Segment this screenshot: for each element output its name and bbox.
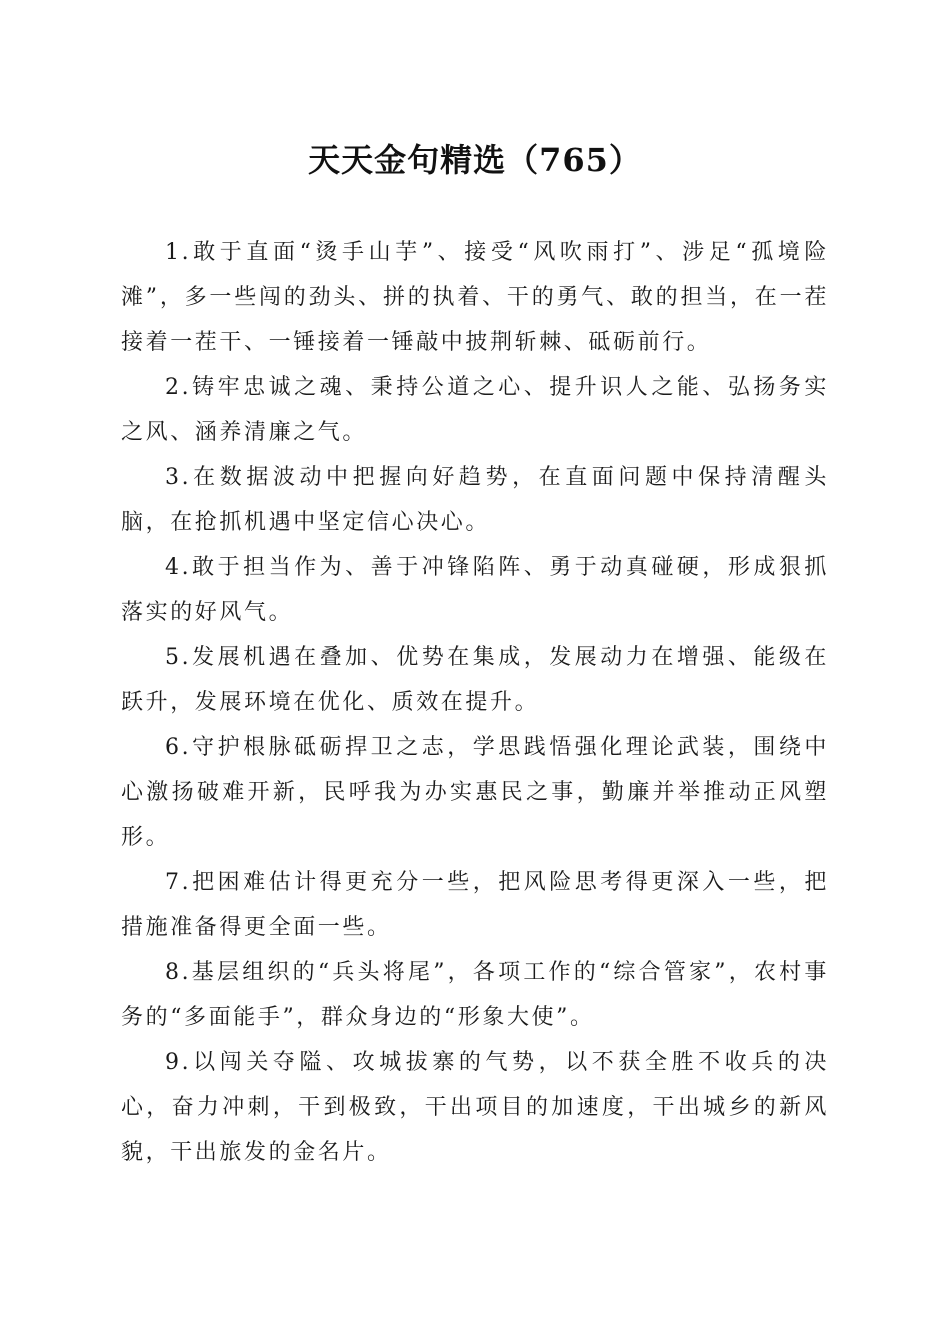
paragraph-2: 2.铸牢忠诚之魂、秉持公道之心、提升识人之能、弘扬务实之风、涵养清廉之气。 (121, 375, 829, 445)
paragraph-1: 1.敢于直面“烫手山芋”、接受“风吹雨打”、涉足“孤境险滩”，多一些闯的劲头、拼的执着、干的勇气、敢的担当，在一茬接着一茬干、一锤接着一锤敲中披荆斩棘、砥砺前行。 (121, 240, 829, 355)
paragraph-4: 4.敢于担当作为、善于冲锋陷阵、勇于动真碰硬，形成狠抓落实的好风气。 (121, 555, 829, 625)
paragraph-5: 5.发展机遇在叠加、优势在集成，发展动力在增强、能级在跃升，发展环境在优化、质效在提升。 (121, 645, 829, 715)
page-title: 天天金句精选（765） (308, 141, 642, 179)
document-body (121, 230, 829, 1175)
paragraph-9: 9.以闯关夺隘、攻城拔寨的气势，以不获全胜不收兵的决心，奋力冲刺，干到极致，干出项目的加速度，干出城乡的新风貌，干出旅发的金名片。 (121, 1050, 829, 1165)
paragraph-6: 6.守护根脉砥砺捍卫之志，学思践悟强化理论武装，围绕中心激扬破难开新，民呼我为办实惠民之事，勤廉并举推动正风塑形。 (121, 735, 829, 850)
paragraph-3: 3.在数据波动中把握向好趋势，在直面问题中保持清醒头脑，在抢抓机遇中坚定信心决心。 (121, 465, 829, 535)
paragraph-8: 8.基层组织的“兵头将尾”，各项工作的“综合管家”，农村事务的“多面能手”，群众身边的“形象大使”。 (121, 960, 829, 1030)
paragraph-7: 7.把困难估计得更充分一些，把风险思考得更深入一些，把措施准备得更全面一些。 (121, 870, 829, 940)
